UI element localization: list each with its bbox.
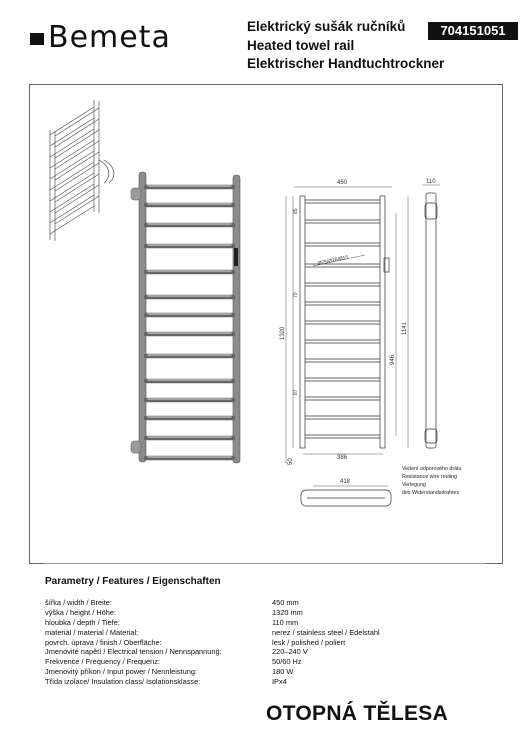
- logo-mark-icon: [30, 33, 44, 45]
- param-value: 110 mm: [272, 617, 299, 627]
- product-titles: [247, 18, 444, 74]
- note-cs: Vedení odporového drátu: [402, 466, 462, 472]
- params-title: Parametry / Features / Eigenschaften: [45, 576, 221, 587]
- param-value: IPx4: [272, 677, 287, 687]
- drawing-frame: [29, 84, 503, 564]
- title-en: Heated towel rail: [247, 37, 355, 53]
- note-en: Resistance wire routing: [402, 474, 458, 480]
- dim-width-label: 450: [337, 180, 348, 186]
- dim-spacing-c-label: 87: [293, 389, 299, 395]
- param-key: Jmenovité napětí / Electrical tension / Nennspannung:: [45, 647, 222, 657]
- param-key: šířka / width / Breite:: [45, 598, 112, 607]
- dim-bottom-offset-label: 50: [288, 458, 294, 465]
- dim-inner-label: 946: [390, 354, 396, 365]
- brand-logo: [30, 20, 171, 55]
- title-cs: Elektrický sušák ručníků: [247, 19, 406, 34]
- dim-mount-label: 1141: [402, 322, 408, 335]
- note-de-2: des Widerstandsdrahtes: [402, 490, 460, 496]
- product-code: 704151051: [428, 22, 518, 40]
- param-key: Jmenovitý příkon / Input power / Nennleistung:: [45, 667, 197, 677]
- param-value: 50/60 Hz: [272, 657, 302, 667]
- param-key: Třída izolace/ Insulation class/ Isolationsklasse:: [45, 677, 201, 687]
- category-footer: OTOPNÁ TĚLESA: [266, 702, 449, 725]
- dim-spacing-b-label: 70: [293, 292, 299, 298]
- logo-wordmark: Bemeta: [48, 20, 171, 55]
- param-value: 180 W: [272, 667, 294, 677]
- param-key: materiál / material / Material:: [45, 627, 139, 637]
- dim-depth-label: 110: [426, 179, 436, 185]
- param-value: 220–240 V: [272, 647, 308, 657]
- param-key: povrch. úprava / finish / Oberfläche:: [45, 637, 162, 647]
- dim-bottom-width-label: 386: [337, 455, 348, 461]
- param-value: 450 mm: [272, 598, 299, 607]
- section-divider: [44, 563, 486, 564]
- title-de: Elektrischer Handtuchtrockner: [247, 56, 445, 71]
- param-value: lesk / polished / poliert: [272, 637, 346, 647]
- dim-tube-label: Ø25/Ø25/Ø15: [317, 254, 349, 267]
- param-value: 1320 mm: [272, 607, 303, 617]
- param-value: nerez / stainless steel / Edelstahl: [272, 627, 380, 637]
- param-key: výška / height / Höhe:: [45, 607, 117, 617]
- param-key: hloubka / depth / Tiefe:: [45, 617, 120, 627]
- dim-spacing-a-label: 85: [293, 208, 299, 214]
- dim-height-label: 1320: [280, 326, 286, 340]
- param-key: Frekvence / Frequency / Frequenz:: [45, 657, 161, 667]
- note-de-1: Verlegung: [402, 482, 426, 488]
- dim-top-depth-label: 418: [340, 479, 351, 485]
